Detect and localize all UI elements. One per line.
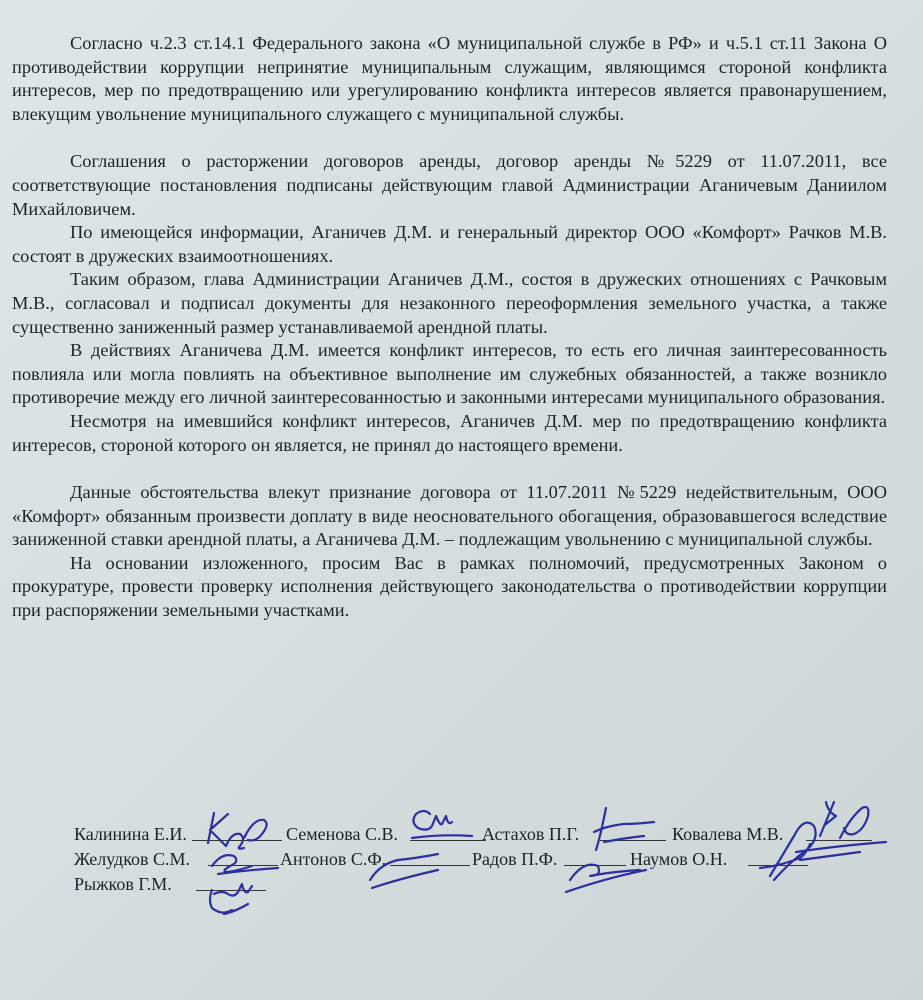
document-body [12,32,887,623]
paragraph-4: Таким образом, глава Администрации Аганичев Д.М., состоя в дружеских отношениях с Рачковым М.В., согласовал и подписал документы для незаконного переоформления земельного участка, а также существенно заниженный размер устанавливаемой арендной платы. [12,269,887,337]
signatory-name: Антонов С.Ф. [280,849,387,869]
signature-line [600,822,666,841]
paragraph-2: Соглашения о расторжении договоров аренды, договор аренды №5229 от 11.07.2011, все соответствующие постановления подписаны действующим главой Администрации Аганичевым Даниилом Михайловичем. [12,151,887,219]
paragraph-5: В действиях Аганичева Д.М. имеется конфликт интересов, то есть его личная заинтересованность повлияла или могла повлиять на объективное выполнение им служебных обязанностей, а также возникло противоречие между его личной заинтересованностью и законными интересами муниципального образования. [12,340,887,408]
signature-line [806,822,872,841]
signature-line [196,872,266,891]
signatory-name: Желудков С.М. [74,849,191,869]
signature-line [410,822,486,841]
signatory-name: Калинина Е.И. [74,824,187,844]
signature-line [564,847,626,866]
signature-line [748,847,808,866]
paragraph-8: На основании изложенного, просим Вас в рамках полномочий, предусмотренных Законом о прокуратуре, провести проверку исполнения действующего законодательства о противодействии коррупции при распоряжении земельными участками. [12,552,887,621]
paragraph-6: Несмотря на имевшийся конфликт интересов, Аганичев Д.М. мер по предотвращению конфликта интересов, стороной которого он является, не принял до настоящего времени. [12,410,887,455]
signature-line [208,847,278,866]
signatory-name: Рыжков Г.М. [74,874,172,894]
signatory-name: Астахов П.Г. [482,824,580,844]
paragraph-1: Согласно ч.2.3 ст.14.1 Федерального закона «О муниципальной службе в РФ» и ч.5.1 ст.11 Закона О противодействии коррупции непринятие муниципальным служащим, являющимся стороной конфликта интересов, мер по предотвращению или урегулированию конфликта интересов является правонарушением, влекущим увольнение муниципального служащего с муниципальной службы. [12,33,887,124]
paragraph-7: Данные обстоятельства влекут признание договора от 11.07.2011 №5229 недействительным, ООО «Комфорт» обязанным произвести доплату в виде неосновательного обогащения, образовавшегося вследствие заниженной ставки арендной платы, а Аганичева Д.М. – подлежащим увольнению с муниципальной службы. [12,482,887,550]
signature-line [390,847,470,866]
signatory-name: Наумов О.Н. [630,849,728,869]
signature-line [192,822,282,841]
signatory-name: Радов П.Ф. [472,849,558,869]
paragraph-3: По имеющейся информации, Аганичев Д.М. и генеральный директор ООО «Комфорт» Рачков М.В. состоят в дружеских взаимоотношениях. [12,222,887,266]
signatory-name: Ковалева М.В. [672,824,784,844]
signatory-name: Семенова С.В. [286,824,398,844]
